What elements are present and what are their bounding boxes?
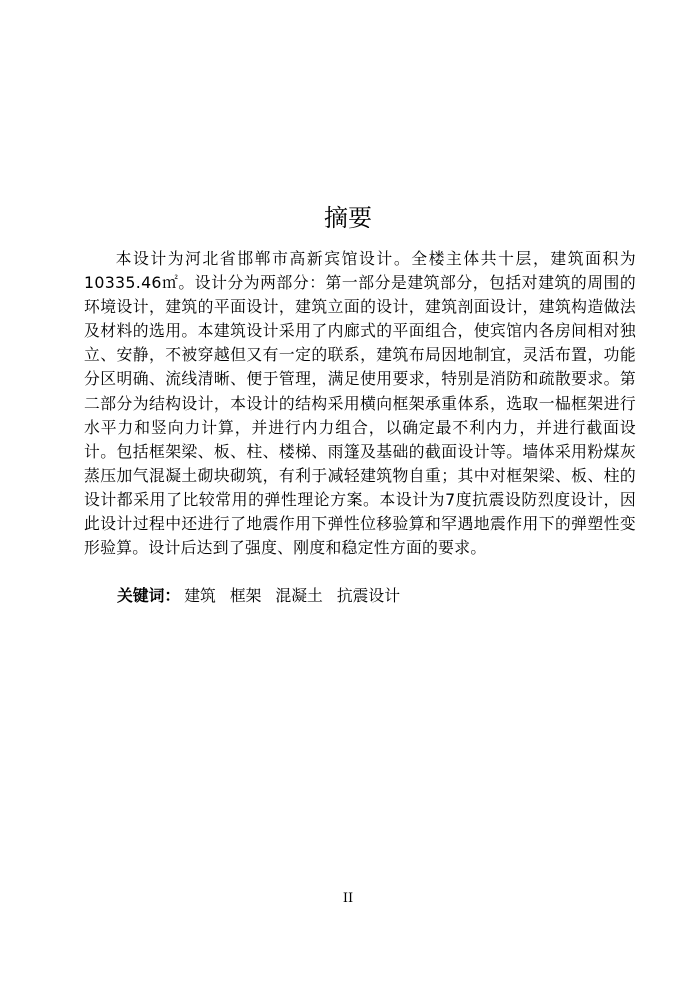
- keyword-item: 抗震设计: [336, 586, 401, 605]
- keyword-item: 建筑: [184, 586, 216, 605]
- abstract-title: 摘要: [324, 204, 372, 233]
- page-number: II: [342, 891, 354, 906]
- keywords-label: 关键词：: [117, 586, 181, 605]
- abstract-body: 本设计为河北省邯郸市高新宾馆设计。全楼主体共十层，建筑面积为10335.46㎡。设计分为两部分：第一部分是建筑部分，包括对建筑的周围的环境设计，建筑的平面设计，建筑立面的设计，建筑剖面设计，建筑构造做法及材料的选用。本建筑设计采用了内廊式的平面组合，使宾馆内各房间相对独立、安静，不被穿越但又有一定的联系，建筑布局因地制宜，灵活布置，功能分区明确、流线清晰、便于管理，满足使用要求，特别是消防和疏散要求。第二部分为结构设计，本设计的结构采用横向框架承重体系，选取一榀框架进行水平力和竖向力计算，并进行内力组合，以确定最不利内力，并进行截面设计。包括框架梁、板、柱、楼梯、雨篷及基础的截面设计等。墙体采用粉煤灰蒸压加气混凝土砌块砌筑，有利于减轻建筑物自重；其中对框架梁、板、柱的设计都采用了比较常用的弹性理论方案。本设计为7度抗震设防烈度设计，因此设计过程中还进行了地震作用下弹性位移验算和罕遇地震作用下的弹塑性变形验算。设计后达到了强度、刚度和稳定性方面的要求。: [84, 249, 636, 558]
- keyword-item: 框架: [229, 586, 262, 605]
- keywords-line: [117, 584, 410, 608]
- keyword-item: 混凝土: [275, 586, 323, 605]
